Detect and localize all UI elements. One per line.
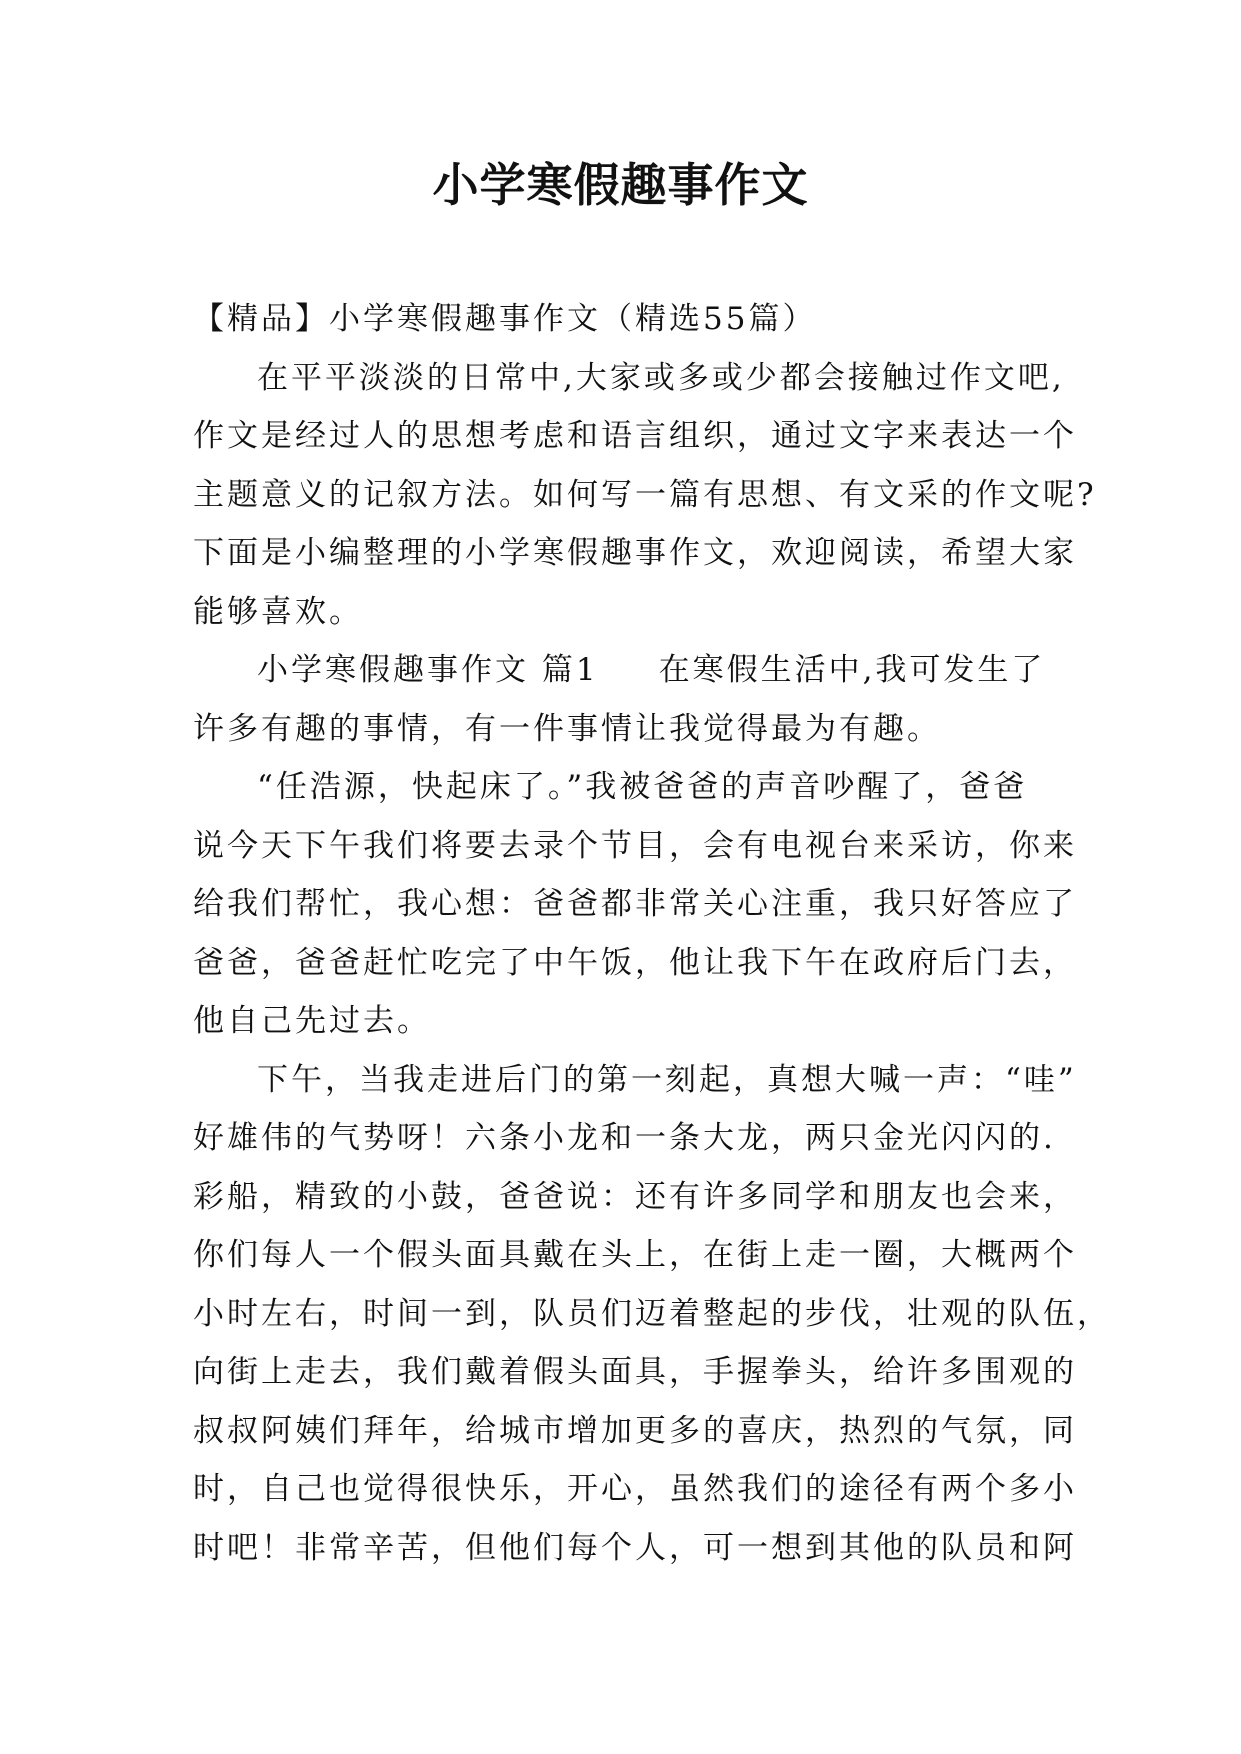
- paragraph-line: 时吧！非常辛苦，但他们每个人，可一想到其他的队员和阿: [193, 1529, 1077, 1566]
- paragraph-line: 下午，当我走进后门的第一刻起，真想大喊一声：“哇”: [257, 1061, 1077, 1098]
- document-body: [193, 290, 1111, 1577]
- intro-line: 能够喜欢。: [193, 593, 363, 630]
- paragraph-line: “任浩源，快起床了。”我被爸爸的声音吵醒了，爸爸: [257, 769, 1028, 805]
- intro-line: 下面是小编整理的小学寒假趣事作文，欢迎阅读，希望大家: [193, 535, 1077, 571]
- section-heading-line: [193, 641, 1063, 700]
- intro-line: 在平平淡淡的日常中,大家或多或少都会接触过作文吧,: [257, 359, 1065, 396]
- paragraph-line: 向街上走去，我们戴着假头面具，手握拳头，给许多围观的: [193, 1354, 1077, 1390]
- section-line: 许多有趣的事情，有一件事情让我觉得最为有趣。: [193, 710, 941, 747]
- section-first-line: 在寒假生活中,我可发生了: [658, 652, 1046, 688]
- paragraph-line: 小时左右，时间一到，队员们迈着整起的步伐，壮观的队伍，: [193, 1295, 1111, 1332]
- lead-line: 【精品】小学寒假趣事作文（精选55篇）: [193, 301, 817, 337]
- intro-line: 作文是经过人的思想考虑和语言组织，通过文字来表达一个: [193, 418, 1077, 454]
- paragraph-line: 说今天下午我们将要去录个节目，会有电视台来采访，你来: [193, 827, 1077, 864]
- paragraph-line: 你们每人一个假头面具戴在头上，在街上走一圈，大概两个: [193, 1237, 1077, 1273]
- section-heading: 小学寒假趣事作文 篇1: [257, 652, 599, 688]
- paragraph-line: 时，自己也觉得很快乐，开心，虽然我们的途径有两个多小: [193, 1471, 1077, 1507]
- document-title: 小学寒假趣事作文: [432, 158, 809, 212]
- paragraph-line: 他自己先过去。: [193, 1003, 431, 1039]
- paragraph-line: 好雄伟的气势呀！六条小龙和一条大龙，两只金光闪闪的.: [193, 1120, 1056, 1156]
- paragraph-line: 给我们帮忙，我心想：爸爸都非常关心注重，我只好答应了: [193, 886, 1077, 922]
- paragraph-line: 爸爸，爸爸赶忙吃完了中午饭，他让我下午在政府后门去，: [193, 944, 1077, 981]
- intro-line: 主题意义的记叙方法。如何写一篇有思想、有文采的作文呢?: [193, 476, 1097, 513]
- paragraph-line: 彩船，精致的小鼓，爸爸说：还有许多同学和朋友也会来，: [193, 1178, 1077, 1215]
- paragraph-line: 叔叔阿姨们拜年，给城市增加更多的喜庆，热烈的气氛，同: [193, 1412, 1077, 1449]
